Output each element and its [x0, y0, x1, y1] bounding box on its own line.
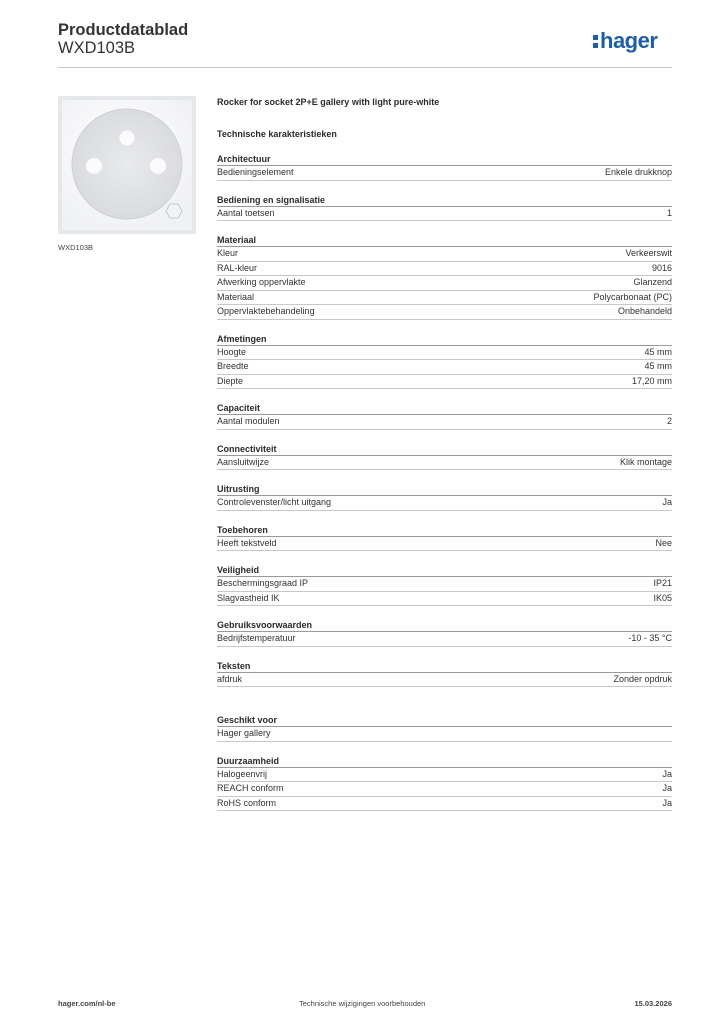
- group-title: Uitrusting: [217, 483, 672, 496]
- spec-value: 1: [666, 207, 672, 218]
- footer-date: 15.03.2026: [634, 999, 672, 1008]
- group-title: Afmetingen: [217, 333, 672, 346]
- spec-row: [217, 415, 672, 430]
- spec-row: [217, 592, 672, 607]
- spec-row: [217, 768, 672, 783]
- spec-content: [217, 96, 672, 811]
- spec-group: [217, 443, 672, 471]
- spec-label: Bedieningselement: [217, 167, 294, 177]
- spec-group: [217, 483, 672, 511]
- article-number: WXD103B: [58, 39, 136, 57]
- group-title: Teksten: [217, 660, 672, 673]
- spec-value: Nee: [655, 537, 672, 548]
- spec-label: Halogeenvrij: [217, 768, 268, 779]
- spec-row: [217, 673, 672, 688]
- spec-value: Enkele drukknop: [604, 167, 672, 177]
- spec-row: [217, 291, 672, 306]
- footer-disclaimer: Technische wijzigingen voorbehouden: [299, 999, 426, 1008]
- spec-group: [217, 402, 672, 430]
- spec-group: [217, 619, 672, 647]
- group-title: Toebehoren: [217, 524, 672, 537]
- spec-label: Heeft tekstveld: [217, 537, 277, 548]
- logo-square-top: [593, 35, 598, 40]
- spec-row: [217, 262, 672, 277]
- spec-row: [217, 247, 672, 262]
- socket-hole-left: [86, 158, 102, 174]
- spec-group: [217, 333, 672, 390]
- spec-row: [217, 797, 672, 812]
- spec-value: 45 mm: [644, 346, 672, 357]
- tech-heading: Technische karakteristieken: [217, 129, 337, 139]
- spec-label: Slagvastheid IK: [217, 592, 280, 603]
- earth-pin: [120, 131, 135, 146]
- logo-text: hager: [600, 28, 658, 53]
- spec-value: 2: [666, 416, 672, 426]
- group-title: Gebruiksvoorwaarden: [217, 619, 672, 632]
- spec-value: -10 - 35 °C: [628, 633, 672, 643]
- spec-row: [217, 496, 672, 511]
- image-caption: WXD103B: [58, 243, 94, 252]
- spec-row: [217, 577, 672, 592]
- spec-group: [217, 153, 672, 181]
- spec-label: RoHS conform: [217, 797, 277, 808]
- spec-label: Breedte: [217, 361, 249, 371]
- product-image: [58, 96, 196, 234]
- spec-value: IK05: [653, 592, 672, 603]
- spec-value: Ja: [662, 797, 672, 808]
- spec-group: [217, 234, 672, 320]
- spec-value: 9016: [651, 262, 672, 273]
- group-title: Geschikt voor: [217, 714, 672, 727]
- spec-label: Afwerking oppervlakte: [217, 277, 306, 287]
- spec-label: Materiaal: [217, 291, 255, 302]
- logo-square-bottom: [593, 43, 598, 48]
- spec-label: Hager gallery: [217, 728, 271, 738]
- group-title: Duurzaamheid: [217, 755, 672, 768]
- spec-row: [217, 632, 672, 647]
- spec-value: IP21: [653, 578, 672, 588]
- footer-website[interactable]: hager.com/nl-be: [58, 999, 116, 1008]
- product-title: Rocker for socket 2P+E gallery with light pure-white: [217, 97, 440, 107]
- spec-label: Hoogte: [217, 346, 247, 357]
- spec-row: [217, 537, 672, 552]
- spec-group: [217, 194, 672, 222]
- spec-value: Zonder opdruk: [613, 673, 672, 684]
- spec-label: REACH conform: [217, 783, 284, 793]
- spec-row: [217, 276, 672, 291]
- spec-label: Oppervlaktebehandeling: [217, 306, 315, 316]
- spec-label: Diepte: [217, 375, 244, 386]
- spec-value: Ja: [662, 497, 672, 507]
- spec-label: Kleur: [217, 248, 239, 258]
- spec-group: [217, 564, 672, 606]
- spec-row: [217, 375, 672, 390]
- spec-value: 17,20 mm: [631, 375, 672, 386]
- spec-label: Beschermingsgraad IP: [217, 578, 309, 588]
- spec-row: [217, 346, 672, 361]
- spec-row: [217, 305, 672, 320]
- socket-hole-right: [150, 158, 166, 174]
- spec-value: 45 mm: [644, 361, 672, 371]
- spec-label: afdruk: [217, 673, 243, 684]
- group-title: Architectuur: [217, 153, 672, 166]
- spec-value: Glanzend: [633, 277, 672, 287]
- spec-value: Klik montage: [619, 456, 672, 467]
- group-title: Capaciteit: [217, 402, 672, 415]
- spec-groups: [217, 153, 672, 811]
- header-rule: [58, 67, 672, 68]
- spec-label: RAL-kleur: [217, 262, 258, 273]
- spec-group: [217, 755, 672, 812]
- spec-row: [217, 727, 672, 742]
- spec-value: Ja: [662, 768, 672, 779]
- spec-value: Ja: [662, 783, 672, 793]
- light-window-icon: [166, 204, 182, 218]
- spec-label: Aansluitwijze: [217, 456, 270, 467]
- spec-value: Onbehandeld: [617, 306, 672, 316]
- document-title: Productdatablad: [58, 21, 189, 39]
- hager-logo: [592, 28, 674, 56]
- spec-row: [217, 207, 672, 222]
- spec-value: Verkeerswit: [625, 248, 672, 258]
- spec-group: [217, 660, 672, 688]
- spec-row: [217, 166, 672, 181]
- spec-label: Aantal modulen: [217, 416, 280, 426]
- spec-row: [217, 456, 672, 471]
- group-title: Veiligheid: [217, 564, 672, 577]
- spec-label: Aantal toetsen: [217, 207, 275, 218]
- spec-group: [217, 524, 672, 552]
- spec-label: Bedrijfstemperatuur: [217, 633, 296, 643]
- group-title: Bediening en signalisatie: [217, 194, 672, 207]
- group-title: Materiaal: [217, 234, 672, 247]
- spec-row: [217, 360, 672, 375]
- spec-label: Controlevenster/licht uitgang: [217, 497, 332, 507]
- spec-value: Polycarbonaat (PC): [593, 291, 672, 302]
- group-title: Connectiviteit: [217, 443, 672, 456]
- spec-row: [217, 782, 672, 797]
- spec-group: [217, 714, 672, 742]
